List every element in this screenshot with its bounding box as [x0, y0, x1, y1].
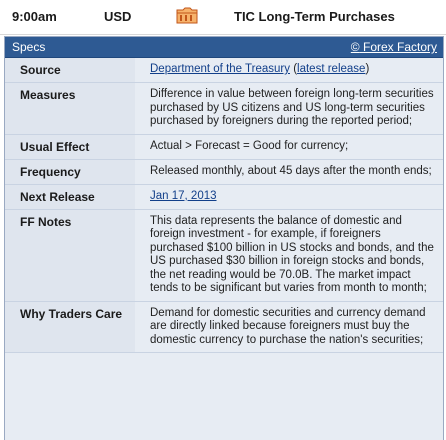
event-time: 9:00am [12, 9, 57, 24]
event-title[interactable]: TIC Long-Term Purchases [234, 9, 395, 24]
specs-panel [4, 36, 444, 440]
spec-row-ff-notes [5, 210, 443, 302]
spec-label-frequency: Frequency [5, 160, 135, 184]
spec-value-source [135, 58, 443, 82]
spec-row-why-traders-care [5, 302, 443, 354]
latest-release-link[interactable]: latest release [297, 63, 366, 75]
spec-row-usual-effect [5, 135, 443, 160]
folder-impact-icon[interactable] [176, 6, 198, 24]
spec-value-measures: Difference in value between foreign long-term securities purchased by US citizens and US long-term securities purchased by foreigners during the reported period; [135, 83, 443, 134]
spec-label-measures: Measures [5, 83, 135, 134]
event-currency: USD [104, 9, 132, 24]
source-paren-open: ( [293, 63, 298, 75]
next-release-link[interactable]: Jan 17, 2013 [150, 189, 217, 202]
source-link[interactable]: Department of the Treasury [150, 63, 290, 75]
spec-row-frequency [5, 160, 443, 185]
specs-header [5, 37, 443, 58]
forex-factory-credit-link[interactable] [351, 40, 437, 54]
specs-title: Specs [12, 40, 46, 54]
spec-label-source: Source [5, 58, 135, 82]
spec-row-source [5, 58, 443, 83]
spec-value-ff-notes: This data represents the balance of domestic and foreign investment - for example, if foreigners purchased $100 billion in US stocks and bonds, and the US purchased $30 billion in foreign stocks and bonds, the net reading would be 70.0B. The market impact tends to be significant but varies from month to month; [135, 210, 443, 301]
event-header-row [0, 0, 446, 35]
spec-row-next-release [5, 185, 443, 210]
spec-row-measures [5, 83, 443, 135]
spec-label-ff-notes: FF Notes [5, 210, 135, 301]
source-paren-close: ) [365, 63, 370, 75]
spec-label-why-traders-care: Why Traders Care [5, 302, 135, 353]
spec-value-why-traders-care: Demand for domestic securities and currency demand are directly linked because foreigners must buy the domestic currency to purchase the nation's securities; [135, 302, 443, 353]
spec-label-usual-effect: Usual Effect [5, 135, 135, 159]
spec-value-frequency: Released monthly, about 45 days after the month ends; [135, 160, 443, 184]
spec-label-next-release: Next Release [5, 185, 135, 209]
copyright-symbol: © [350, 40, 360, 54]
spec-value-next-release [135, 185, 443, 209]
spec-value-usual-effect: Actual > Forecast = Good for currency; [135, 135, 443, 159]
credit-text: Forex Factory [362, 40, 437, 54]
